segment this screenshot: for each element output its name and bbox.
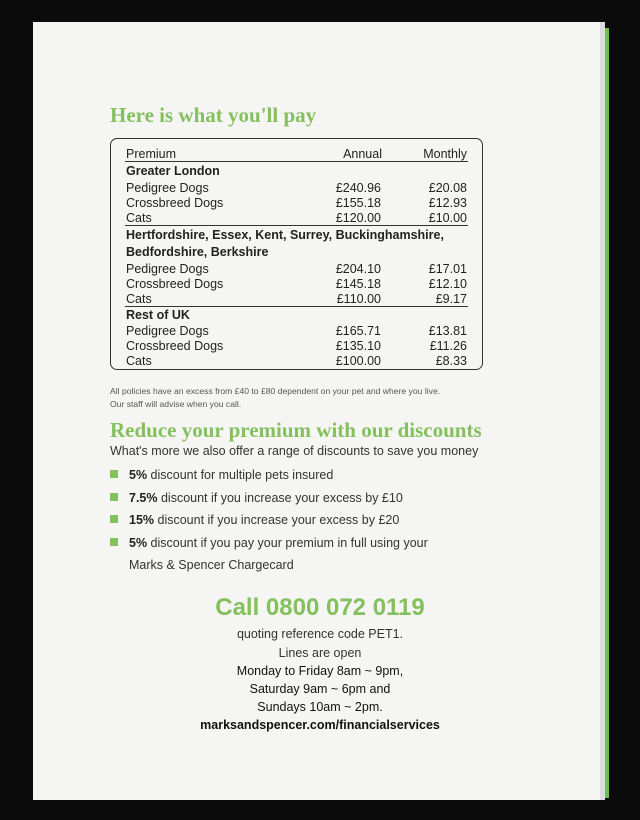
monthly-price: £20.08 [428,181,467,195]
annual-price: £135.10 [335,339,381,353]
discounts-heading: Reduce your premium with our discounts [110,418,482,442]
annual-price: £240.96 [335,181,381,195]
annual-price: £100.00 [335,354,381,368]
excess-note [110,385,530,411]
discount-text: discount if you increase your excess by £20 [154,513,400,527]
table-header-row [111,146,482,162]
annual-price: £204.10 [335,262,381,276]
table-row [111,210,482,226]
discount-item [110,468,333,482]
hours-weekday: Monday to Friday 8am ~ 9pm, [236,664,404,678]
monthly-price: £11.26 [429,339,467,353]
bullet-square-icon [110,538,118,546]
pet-type: Crossbreed Dogs [126,196,224,210]
discount-percent: 5% [129,468,148,482]
annual-price: £145.18 [335,277,381,291]
reference-code: quoting reference code PET1. [236,627,404,641]
hours-saturday: Saturday 9am ~ 6pm and [249,682,391,696]
pet-type: Pedigree Dogs [126,262,209,276]
monthly-price: £13.81 [428,324,467,338]
bullet-square-icon [110,515,118,523]
region-greater-london: Greater London [126,164,220,178]
discount-text: discount for multiple pets insured [147,468,334,482]
table-row [111,276,482,292]
table-row [111,323,482,339]
annual-price: £155.18 [335,196,381,210]
pet-type: Pedigree Dogs [126,324,209,338]
table-row [111,195,482,211]
header-annual: Annual [343,147,382,161]
header-monthly: Monthly [423,147,467,161]
header-premium: Premium [126,147,177,161]
discounts-subtitle: What's more we also offer a range of discounts to save you money [110,444,479,458]
premium-table [110,138,483,370]
hours-sunday: Sundays 10am ~ 2pm. [257,700,383,714]
lines-open-label: Lines are open [278,646,362,660]
discount-text: discount if you pay your premium in full using your [147,536,428,550]
table-row [111,291,482,307]
pet-type: Cats [126,292,152,306]
discount-item [110,536,428,550]
table-row [111,261,482,277]
monthly-price: £12.10 [428,277,467,291]
annual-price: £120.00 [335,211,381,225]
region-home-counties-line1: Hertfordshire, Essex, Kent, Surrey, Buckinghamshire, [126,228,444,242]
discount-item [110,513,399,527]
monthly-price: £10.00 [428,211,467,225]
table-row [111,353,482,369]
region-rest-of-uk: Rest of UK [126,308,190,322]
monthly-price: £8.33 [435,354,467,368]
discount-continuation: Marks & Spencer Chargecard [129,558,294,572]
pet-type: Pedigree Dogs [126,181,209,195]
annual-price: £165.71 [335,324,381,338]
table-row [111,338,482,354]
monthly-price: £9.17 [435,292,467,306]
discount-percent: 5% [129,536,148,550]
table-row [111,180,482,196]
discount-percent: 7.5% [129,491,158,505]
discount-text: discount if you increase your excess by £10 [157,491,403,505]
bullet-square-icon [110,493,118,501]
region-home-counties-line2: Bedfordshire, Berkshire [126,245,269,259]
discount-item [110,491,403,505]
excess-note-line: All policies have an excess from £40 to £80 dependent on your pet and where you live. [110,386,441,396]
excess-note-line: Our staff will advise when you call. [110,399,242,409]
pet-type: Cats [126,354,152,368]
website-link: marksandspencer.com/financialservices [200,718,440,732]
discount-percent: 15% [129,513,155,527]
pricing-heading: Here is what you'll pay [110,103,317,127]
call-number: Call 0800 072 0119 [215,594,425,621]
pet-type: Crossbreed Dogs [126,277,224,291]
bullet-square-icon [110,470,118,478]
pet-type: Cats [126,211,152,225]
pet-type: Crossbreed Dogs [126,339,224,353]
monthly-price: £12.93 [428,196,467,210]
annual-price: £110.00 [336,292,381,306]
monthly-price: £17.01 [428,262,467,276]
